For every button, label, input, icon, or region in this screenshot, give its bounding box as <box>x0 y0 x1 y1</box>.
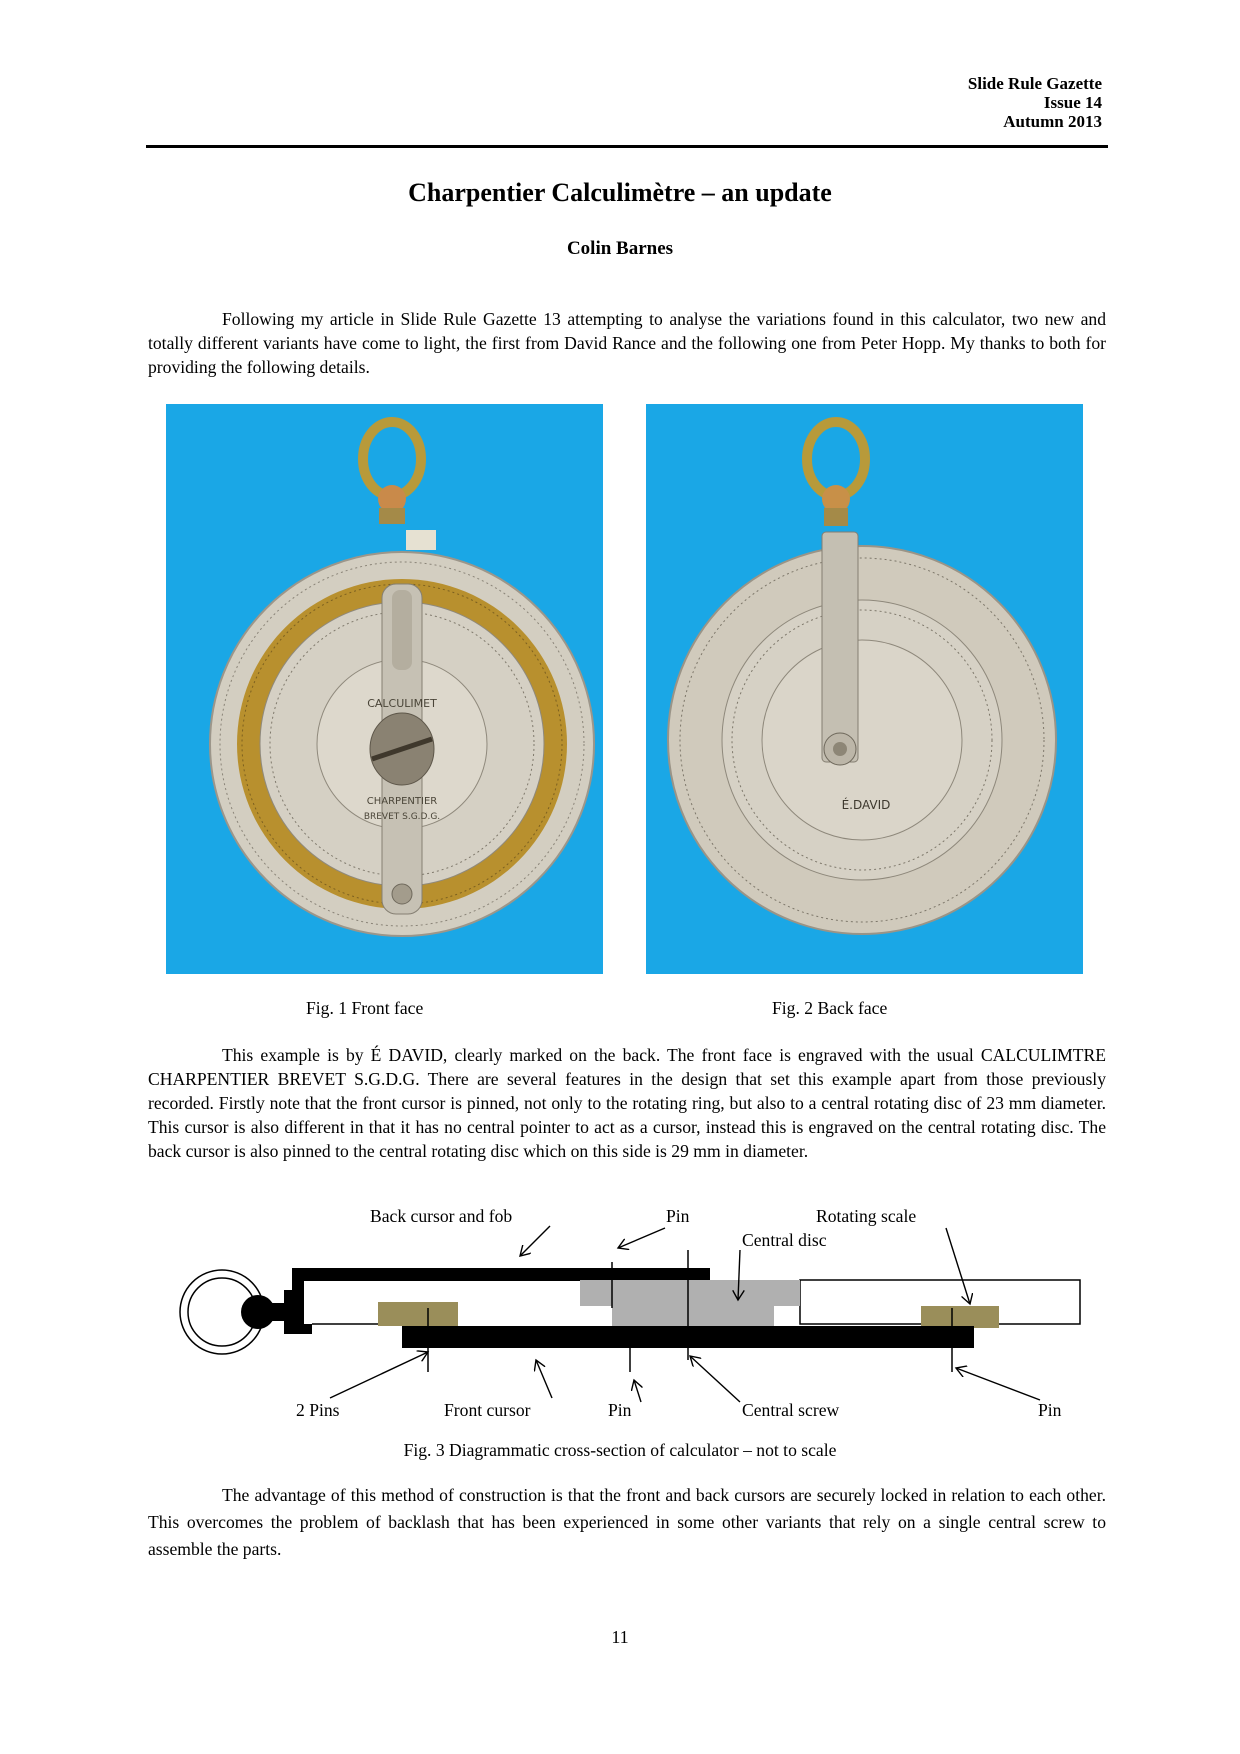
fig1-engraving-c: BREVET S.G.D.G. <box>363 812 441 822</box>
label-rotating-scale: Rotating scale <box>816 1206 917 1226</box>
fig2-photo <box>646 404 1083 974</box>
journal-issue: Issue 14 <box>1043 93 1102 112</box>
fig3-diagram <box>0 1200 1240 1440</box>
fig3-caption: Fig. 3 Diagrammatic cross-section of calculator – not to scale <box>403 1440 837 1460</box>
label-pin-right: Pin <box>1038 1400 1062 1420</box>
article-author: Colin Barnes <box>566 238 674 259</box>
para3-text: The advantage of this method of construction is that the front and back cursors are securely locked in relation to each other. This overcomes the problem of backlash that has been experienced in some other variants that rely on a single central screw to assemble the parts. <box>148 1485 1106 1559</box>
fob-ball <box>241 1295 275 1329</box>
label-two-pins: 2 Pins <box>296 1400 340 1420</box>
fig1-photo <box>166 404 603 974</box>
body-paragraph-2 <box>148 1043 1106 1163</box>
intro-text: Following my article in Slide Rule Gazette 13 attempting to analyse the variations found in this calculator, two new and totally different variants have come to light, the first from David Rance and the following one from Peter Hopp. My thanks to both for providing the following details. <box>148 309 1106 377</box>
article-title: Charpentier Calculimètre – an update <box>408 178 832 207</box>
back-cursor-bar <box>292 1268 710 1281</box>
header-rule <box>146 145 1108 148</box>
body-paragraph-3 <box>148 1482 1106 1563</box>
fig1-engraving-b: CHARPENTIER <box>366 796 438 807</box>
fig1-caption: Fig. 1 Front face <box>306 998 424 1018</box>
fig2-caption: Fig. 2 Back face <box>772 998 888 1018</box>
journal-season: Autumn 2013 <box>1003 112 1102 131</box>
fig2-calculator-back-image <box>646 404 1083 974</box>
scale-block-left <box>378 1302 458 1326</box>
label-back-cursor: Back cursor and fob <box>370 1206 513 1226</box>
label-pin-top: Pin <box>666 1206 690 1226</box>
fig1-calculator-front-image <box>166 404 603 974</box>
intro-paragraph <box>148 307 1106 379</box>
para2-text: This example is by É DAVID, clearly marked on the back. The front face is engraved with the usual CALCULIMTRE CHARPENTIER BREVET S.G.D.G. There are several features in the design that set this example apart from those previously recorded. Firstly note that the front cursor is pinned, not only to the rotating ring, but also to a central rotating disc of 23 mm diameter. This cursor is also different in that it has no central pointer to act as a cursor, instead this is engraved on the central rotating disc. The back cursor is also pinned to the central rotating disc which on this side is 29 mm in diameter. <box>148 1045 1106 1161</box>
label-central-disc: Central disc <box>742 1230 827 1250</box>
page-number: 11 <box>611 1627 629 1647</box>
label-central-screw: Central screw <box>742 1400 840 1420</box>
fig2-engraving: É.DAVID <box>841 798 891 812</box>
label-pin-bottom: Pin <box>608 1400 632 1420</box>
central-disc-top <box>580 1280 800 1306</box>
journal-name: Slide Rule Gazette <box>967 74 1102 93</box>
fig1-engraving-a: CALCULIMET <box>367 697 437 710</box>
scale-block-right <box>921 1306 999 1328</box>
central-disc-bottom <box>612 1306 774 1326</box>
label-front-cursor: Front cursor <box>444 1400 531 1420</box>
journal-header <box>968 74 1102 131</box>
